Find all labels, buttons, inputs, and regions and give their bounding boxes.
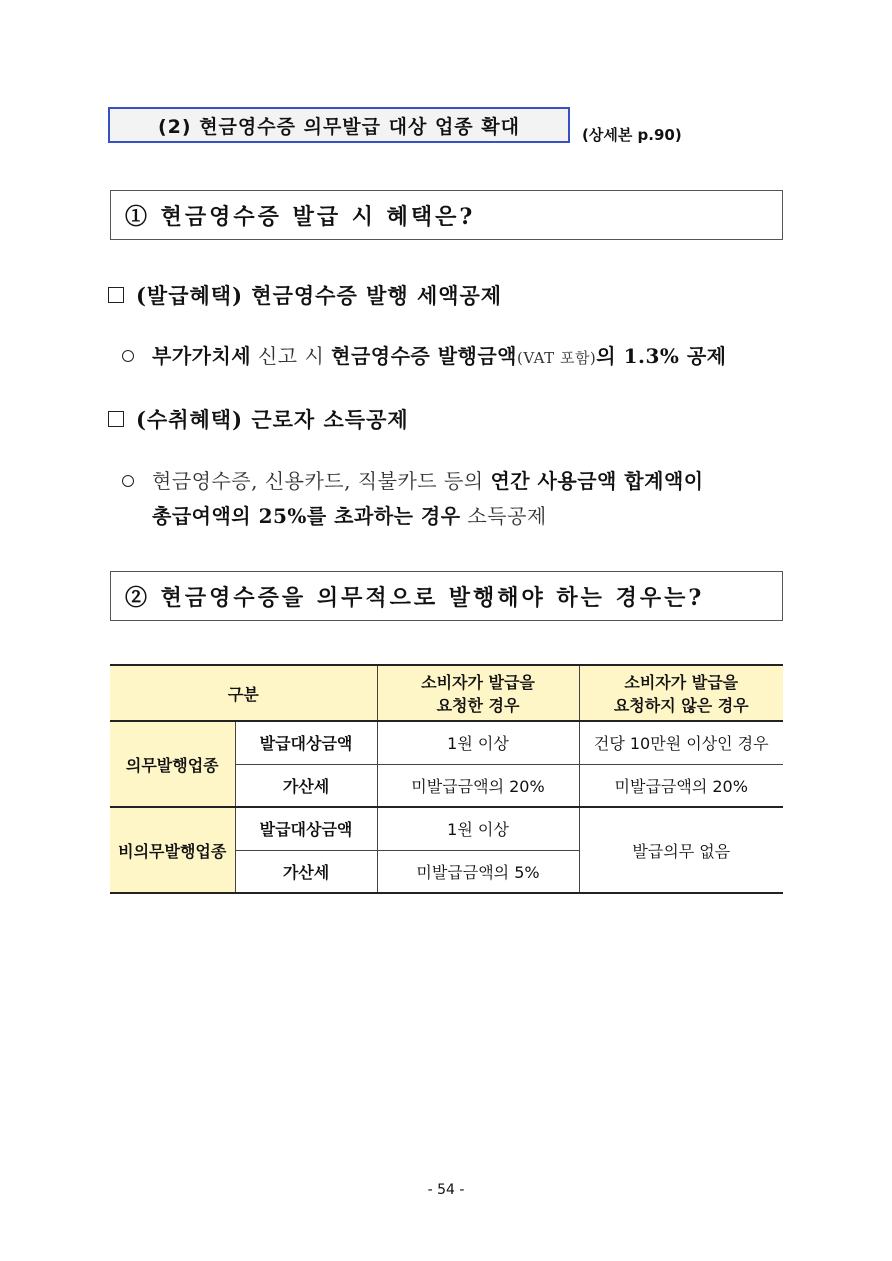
header-category: 구분 xyxy=(110,665,377,721)
benefit-2-heading-text: (수취혜택) 근로자 소득공제 xyxy=(136,407,409,432)
benefit-1-heading xyxy=(108,280,502,310)
cell-requested: 1원 이상 xyxy=(377,721,579,764)
question-2-text: ② 현금영수증을 의무적으로 발행해야 하는 경우는? xyxy=(125,584,705,611)
cell-not-requested: 미발급금액의 20% xyxy=(579,764,783,807)
reference-note: (상세본 p.90) xyxy=(582,126,682,144)
issuance-table xyxy=(110,664,783,894)
cell-requested: 미발급금액의 20% xyxy=(377,764,579,807)
benefit-2-line-2 xyxy=(152,500,547,529)
header-not-requested-line1: 소비자가 발급을 xyxy=(624,673,739,692)
question-box-2 xyxy=(110,571,783,621)
header-requested xyxy=(377,665,579,721)
question-1-text: ① 현금영수증 발급 시 혜택은? xyxy=(125,203,476,230)
deduction-rate: 의 1.3% 공제 xyxy=(596,344,727,368)
cell-not-requested-merged: 발급의무 없음 xyxy=(579,807,783,893)
annual-usage-term: 연간 사용금액 합계액이 xyxy=(490,469,704,493)
benefit-2-text-b: 소득공제 xyxy=(460,504,547,528)
header-requested-line1: 소비자가 발급을 xyxy=(421,673,535,692)
row-sub-label: 발급대상금액 xyxy=(235,721,377,764)
row-sub-label: 가산세 xyxy=(235,764,377,807)
circle-bullet-icon xyxy=(122,475,134,487)
cell-not-requested: 건당 10만원 이상인 경우 xyxy=(579,721,783,764)
header-not-requested xyxy=(579,665,783,721)
benefit-1-text-b: 신고 시 xyxy=(251,344,332,368)
table-header-row xyxy=(110,665,783,721)
benefit-2-line-1 xyxy=(122,465,704,494)
cell-requested: 미발급금액의 5% xyxy=(377,850,579,893)
table-row xyxy=(110,807,783,850)
row-sub-label: 발급대상금액 xyxy=(235,807,377,850)
cell-requested: 1원 이상 xyxy=(377,807,579,850)
section-title xyxy=(108,107,570,143)
checkbox-square-icon xyxy=(108,287,124,303)
group-mandatory-label: 의무발행업종 xyxy=(110,721,235,807)
benefit-1-line xyxy=(122,340,726,369)
vat-term: 부가가치세 xyxy=(152,344,252,368)
question-box-1 xyxy=(110,190,783,240)
page-number: - 54 - xyxy=(427,1182,465,1198)
checkbox-square-icon xyxy=(108,411,124,427)
benefit-2-text-a: 현금영수증, 신용카드, 직불카드 등의 xyxy=(152,469,491,493)
section-title-text: (2) 현금영수증 의무발급 대상 업종 확대 xyxy=(158,115,520,138)
group-non-mandatory-label: 비의무발행업종 xyxy=(110,807,235,893)
benefit-1-heading-text: (발급혜택) 현금영수증 발행 세액공제 xyxy=(136,283,503,308)
circle-bullet-icon xyxy=(122,350,134,362)
row-sub-label: 가산세 xyxy=(235,850,377,893)
header-not-requested-line2: 요청하지 않은 경우 xyxy=(613,696,749,715)
header-requested-line2: 요청한 경우 xyxy=(436,696,520,715)
receipt-amount-term: 현금영수증 발행금액 xyxy=(331,344,517,368)
benefit-2-heading xyxy=(108,404,409,434)
vat-included-note: (VAT 포함) xyxy=(517,349,597,367)
table-row xyxy=(110,721,783,764)
salary-condition-term: 총급여액의 25%를 초과하는 경우 xyxy=(152,504,461,528)
